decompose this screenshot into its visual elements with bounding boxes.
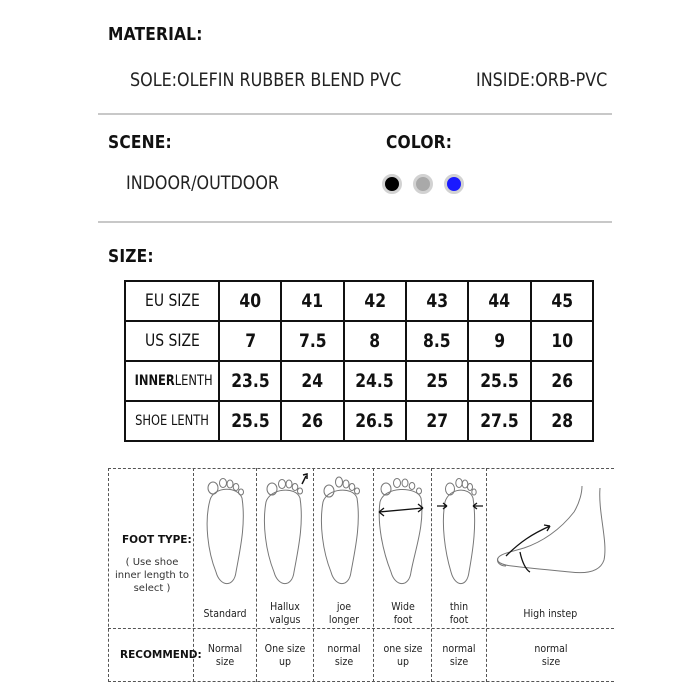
wide-foot-icon	[375, 472, 431, 596]
recommend-value: one size up	[383, 642, 422, 668]
table-cell: 10	[531, 321, 593, 361]
high-instep-foot-icon	[490, 482, 612, 590]
row-label: EU SIZE	[125, 281, 219, 321]
table-row	[125, 321, 593, 361]
table-cell: 27	[406, 401, 468, 441]
table-cell: 26	[281, 401, 343, 441]
table-row	[125, 281, 593, 321]
table-cell: 8.5	[406, 321, 468, 361]
table-cell: 26	[531, 361, 593, 401]
grid-line	[108, 468, 109, 682]
grid-line	[108, 468, 614, 469]
table-cell: 23.5	[219, 361, 281, 401]
hallux-valgus-foot-icon	[258, 472, 314, 596]
table-cell: 25	[406, 361, 468, 401]
color-swatch-black[interactable]	[382, 174, 402, 194]
standard-foot-icon	[196, 472, 256, 596]
recommend-value: One size up	[264, 642, 306, 668]
table-cell: 24	[281, 361, 343, 401]
table-cell: 42	[344, 281, 406, 321]
recommend-title: RECOMMEND:	[120, 649, 202, 661]
table-row	[125, 361, 593, 401]
table-cell: 26.5	[344, 401, 406, 441]
table-cell: 24.5	[344, 361, 406, 401]
sole-material: SOLE:OLEFIN RUBBER BLEND PVC	[130, 69, 402, 91]
row-label: SHOE LENTH	[125, 401, 219, 441]
table-cell: 25.5	[219, 401, 281, 441]
foot-type-note: ( Use shoe inner length to select )	[115, 557, 189, 594]
color-swatch-grey[interactable]	[413, 174, 433, 194]
table-cell: 8	[344, 321, 406, 361]
table-row	[125, 401, 593, 441]
table-cell: 43	[406, 281, 468, 321]
foot-type-title: FOOT TYPE:	[122, 534, 192, 546]
scene-value: INDOOR/OUTDOOR	[126, 172, 280, 194]
recommend-value: normal size	[533, 642, 568, 668]
table-cell: 28	[531, 401, 593, 441]
row-label: INNERLENTH	[125, 361, 219, 401]
grid-line	[108, 628, 614, 629]
table-cell: 7.5	[281, 321, 343, 361]
grid-line	[108, 681, 614, 682]
table-cell: 27.5	[468, 401, 530, 441]
table-cell: 25.5	[468, 361, 530, 401]
divider	[98, 113, 612, 115]
foot-type-name: thin foot	[449, 600, 469, 626]
color-heading: COLOR:	[386, 132, 453, 153]
recommend-value: normal size	[442, 642, 476, 668]
foot-type-name: Hallux valgus	[269, 600, 301, 626]
thin-foot-icon	[433, 472, 487, 596]
foot-type-chart	[108, 468, 614, 682]
table-cell: 45	[531, 281, 593, 321]
table-cell: 41	[281, 281, 343, 321]
inside-material: INSIDE:ORB-PVC	[476, 69, 608, 91]
divider	[98, 221, 612, 223]
color-swatch-blue[interactable]	[444, 174, 464, 194]
foot-type-name: Standard	[203, 607, 247, 620]
material-heading: MATERIAL:	[108, 24, 203, 45]
foot-type-name: Wide foot	[390, 600, 415, 626]
table-cell: 44	[468, 281, 530, 321]
recommend-value: normal size	[326, 642, 361, 668]
foot-type-name: joe longer	[328, 600, 359, 626]
row-label: US SIZE	[125, 321, 219, 361]
recommend-value: Normal size	[207, 642, 243, 668]
size-chart-table	[124, 280, 594, 442]
size-heading: SIZE:	[108, 246, 154, 267]
table-cell: 40	[219, 281, 281, 321]
foot-type-name: High instep	[523, 607, 578, 620]
table-cell: 7	[219, 321, 281, 361]
scene-heading: SCENE:	[108, 132, 172, 153]
table-cell: 9	[468, 321, 530, 361]
joe-longer-foot-icon	[315, 472, 371, 596]
